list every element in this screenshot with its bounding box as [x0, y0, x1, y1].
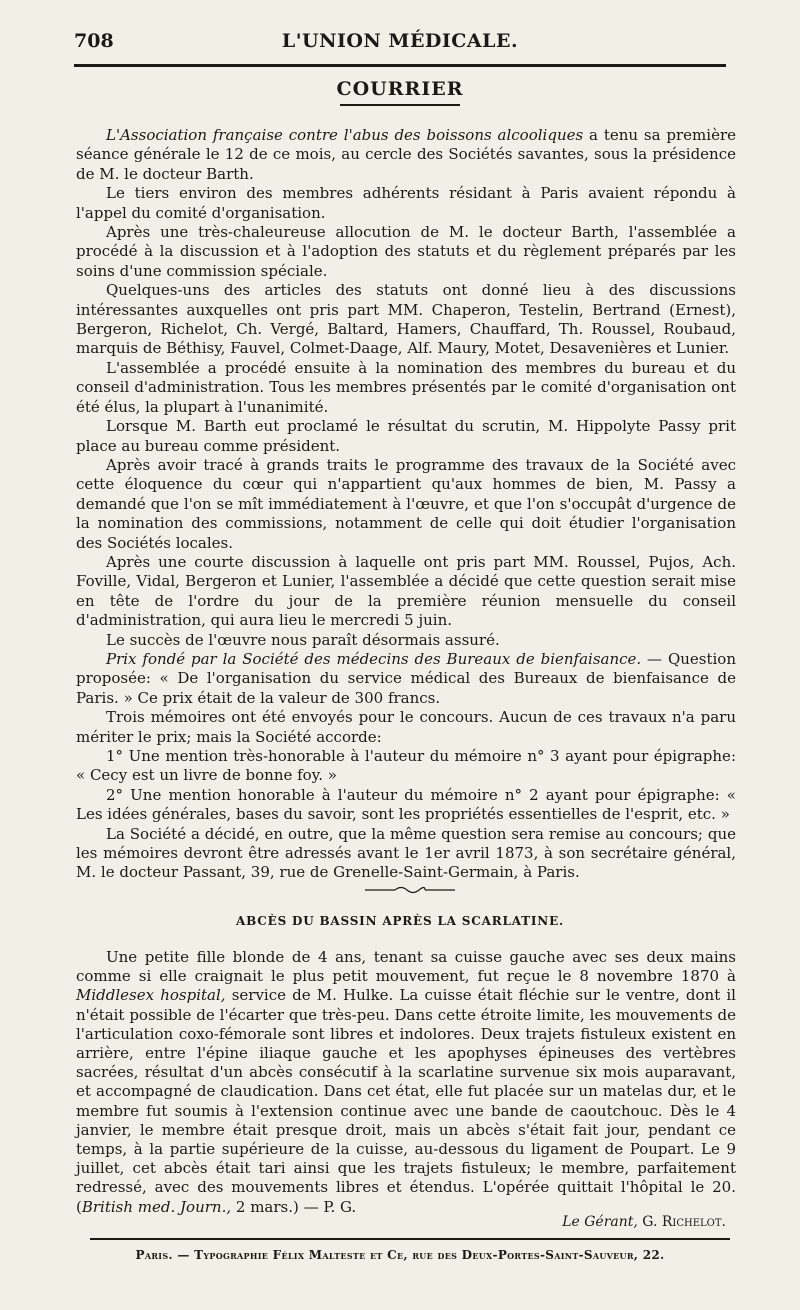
paragraph: 1° Une mention très-honorable à l'auteur du mémoire n° 3 ayant pour épigraphe: « Cecy est un livre de bonne foy. » [76, 747, 736, 785]
article-paragraph [76, 948, 736, 1217]
prize-title: Prix fondé par la Société des médecins des Bureaux de bienfaisance. [106, 649, 642, 668]
footer-rule [90, 1238, 730, 1240]
printer-imprint: Paris. — Typographie Félix Malteste et Ce, rue des Deux-Portes-Saint-Sauveur, 22. [135, 1248, 665, 1262]
paragraph-text: — Question proposée: « De l'organisation du service médical des Bureaux de bienfaisance de Paris. » Ce prix était de la valeur de 300 francs. [76, 649, 736, 707]
article-text: 2 mars.) — P. G. [231, 1197, 357, 1216]
section-title-underline [340, 104, 460, 106]
paragraph [76, 126, 736, 184]
article-title: ABCÈS DU BASSIN APRÈS LA SCARLATINE. [236, 914, 564, 928]
article-body [76, 948, 736, 1217]
hospital-name: Middlesex hospital, [76, 986, 226, 1005]
section-title: COURRIER [336, 78, 464, 100]
signature [74, 1214, 726, 1230]
association-name: L'Association française contre l'abus des boissons alcooliques [106, 126, 584, 144]
article-text: service de M. Hulke. La cuisse était fléchie sur le ventre, dont il n'était possible de l'écarter que très-peu. Dans cette étroite limite, les mouvements de l'articulation coxo-fémorale sont libres et indolores. Deux trajets fistuleux existent en arrière, entre l'épine iliaque gauche et les apophyses épineuses des vertèbres sacrées, résultat d'un abcès consécutif à la scarlatine survenue six mois auparavant, et accompagné de claudication. Dans cet état, elle fut placée sur un matelas dur, et le membre fut soumis à l'extension continue avec une bande de caoutchouc. Dès le 4 janvier, le membre était presque droit, mais un abcès s'était fait jour, pendant ce temps, à la partie supérieure de la cuisse, au-dessous du ligament de Poupart. Le 9 juillet, cet abcès était tari ainsi que les trajets fistuleux; le membre, parfaitement redressé, avec des mouvements libres et étendus. L'opérée quittait l'hôpital le 20. ( [76, 986, 736, 1216]
paragraph: Après une très-chaleureuse allocution de M. le docteur Barth, l'assemblée a procédé à la discussion et à l'adoption des statuts et du règlement préparés par les soins d'une commission spéciale. [76, 223, 736, 280]
paragraph: Après une courte discussion à laquelle ont pris part MM. Roussel, Pujos, Ach. Foville, Vidal, Bergeron et Lunier, l'assemblée a décidé que cette question serait mise en tête de l'ordre du jour de la première réunion mensuelle du conseil d'administration, qui aura lieu le mercredi 5 juin. [76, 552, 736, 630]
paragraph: Quelques-uns des articles des statuts ont donné lieu à des discussions intéressantes auxquelles ont pris part MM. Chaperon, Testelin, Bertrand (Ernest), Bergeron, Richelot, Ch. Vergé, Baltard, Hamers, Chauffard, Th. Roussel, Roubaud, marquis de Béthisy, Fauvel, Colmet-Daage, Alf. Maury, Motet, Desavenières et Lunier. [76, 281, 736, 358]
paragraph: 2° Une mention honorable à l'auteur du mémoire n° 2 ayant pour épigraphe: « Les idées générales, bases du savoir, sont les propriétés essentielles de l'esprit, etc. » [76, 785, 736, 824]
paragraph: Après avoir tracé à grands traits le programme des travaux de la Société avec cette éloquence du cœur qui n'appartient qu'aux hommes de bien, M. Passy a demandé que l'on se mît immédiatement à l'œuvre, et que l'on s'occupât d'urgence de la nomination des commissions, notamment de celle qui doit étudier l'organisation des Sociétés locales. [76, 455, 736, 552]
paragraph [76, 650, 736, 708]
page-header [74, 30, 726, 56]
paragraph: Le tiers environ des membres adhérents résidant à Paris avaient répondu à l'appel du comité d'organisation. [76, 184, 736, 222]
journal-name: British med. Journ., [81, 1197, 232, 1216]
article-text: Une petite fille blonde de 4 ans, tenant sa cuisse gauche avec ses deux mains comme si elle craignait le plus petit mouvement, fut reçue le 8 novembre 1870 à [76, 948, 736, 986]
courrier-body [76, 126, 736, 883]
paragraph: L'assemblée a procédé ensuite à la nomination des membres du bureau et du conseil d'administration. Tous les membres présentés par le comité d'organisation ont été élus, la plupart à l'unanimité. [76, 358, 736, 416]
paragraph-text: a tenu sa première séance générale le 12 de ce mois, au cercle des Sociétés savantes, sous la présidence de M. le docteur Barth. [76, 126, 737, 183]
paragraph: Le succès de l'œuvre nous paraît désormais assuré. [106, 630, 500, 649]
header-rule [74, 64, 726, 67]
page-number: 708 [74, 30, 114, 52]
paragraph: Lorsque M. Barth eut proclamé le résultat du scrutin, M. Hippolyte Passy prit place au bureau comme président. [76, 417, 736, 455]
signature-role: Le Gérant, [562, 1214, 638, 1230]
ornament-divider [365, 885, 455, 895]
paragraph: Trois mémoires ont été envoyés pour le concours. Aucun de ces travaux n'a paru mériter le prix; mais la Société accorde: [76, 708, 736, 746]
running-title: L'UNION MÉDICALE. [281, 30, 519, 52]
signature-name: G. Richelot. [642, 1214, 726, 1230]
paragraph: La Société a décidé, en outre, que la même question sera remise au concours; que les mémoires devront être adressés avant le 1er avril 1873, à son secrétaire général, M. le docteur Passant, 39, rue de Grenelle-Saint-Germain, à Paris. [76, 824, 736, 882]
